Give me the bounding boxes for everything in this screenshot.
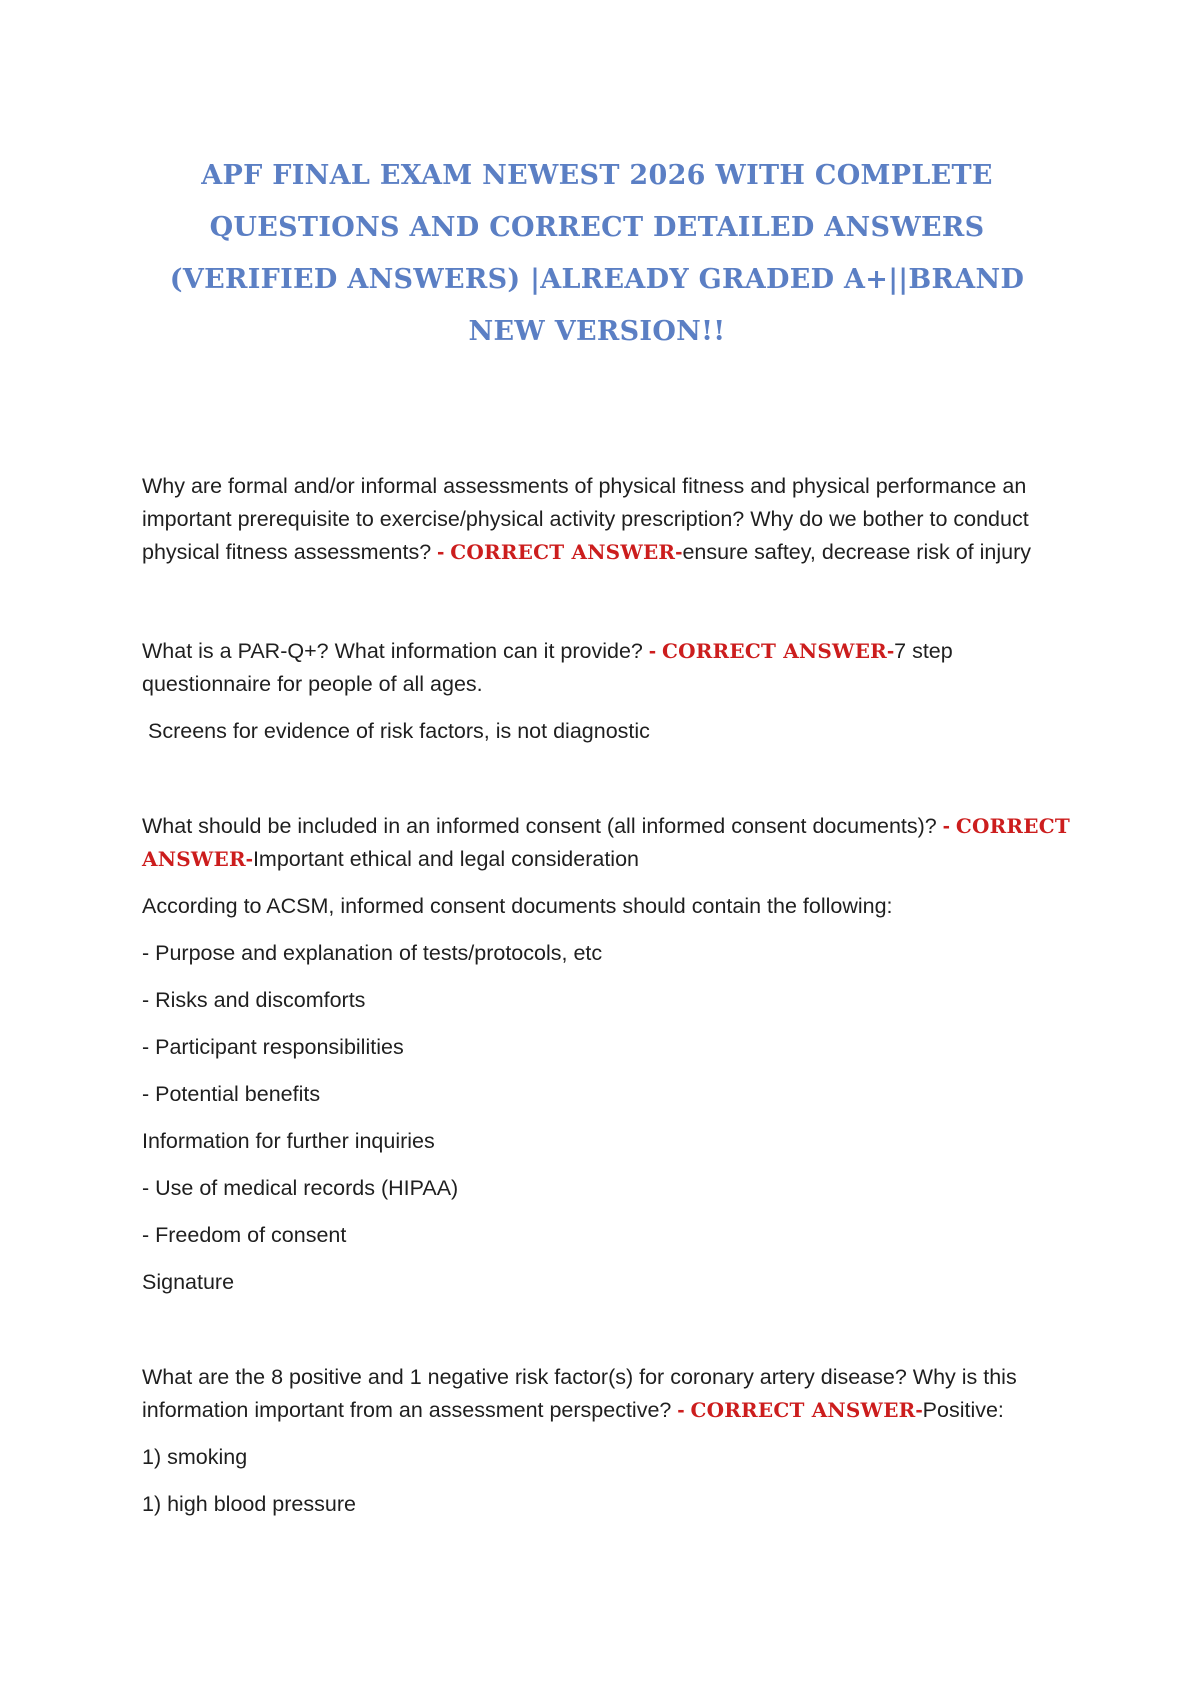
separator: - [675,540,683,564]
separator: - [245,847,253,871]
answer-line: - Risks and discomforts [142,988,366,1012]
answer-line: - Purpose and explanation of tests/protocols, etc [142,941,603,965]
answer-line: Information for further inquiries [142,1129,435,1153]
separator: - [942,814,956,838]
correct-answer-label: CORRECT ANSWER [450,540,676,564]
qa-item [142,1361,1080,1521]
answer-line: - Use of medical records (HIPAA) [142,1176,459,1200]
separator: - [437,540,451,564]
question-text: Why are formal and/or informal assessments of physical fitness and physical performance an important prerequisite to exercise/physical activity prescription? Why do we bother to conduct physical fitness assessments? - CORRECT ANSWER-ensure saftey, decrease risk of injury [142,474,1031,564]
answer-line: Signature [142,1270,235,1294]
qa-item [142,810,1080,1299]
answer-line: Screens for evidence of risk factors, is not diagnostic [148,719,650,743]
separator: - [915,1398,923,1422]
answer-line: According to ACSM, informed consent documents should contain the following: [142,894,893,918]
qa-item [142,470,1080,569]
answer-text: 7 step questionnaire for people of all ages. [142,639,953,696]
answer-line: - Freedom of consent [142,1223,347,1247]
correct-answer-label: CORRECT ANSWER [690,1398,916,1422]
answer-text: Positive: [922,1398,1004,1422]
question-text: What is a PAR-Q+? What information can it provide? - CORRECT ANSWER-7 step questionnaire for people of all ages. [142,639,953,696]
qa-list [142,470,1080,1521]
separator: - [677,1398,691,1422]
answer-text: Important ethical and legal consideration [252,847,639,871]
question-text: What should be included in an informed consent (all informed consent documents)? - CORRECT ANSWER-Important ethical and legal consideration [142,814,1070,871]
answer-line: - Potential benefits [142,1082,321,1106]
answer-line: 1) smoking [142,1445,248,1469]
answer-line: 1) high blood pressure [142,1492,356,1516]
question-text: What are the 8 positive and 1 negative risk factor(s) for coronary artery disease? Why is this information important from an assessment perspective? - CORRECT ANSWER-Positive: [142,1365,1017,1422]
correct-answer-label: CORRECT ANSWER [662,639,887,663]
separator: - [886,639,895,663]
document-title: APF FINAL EXAM NEWEST 2026 WITH COMPLETE QUESTIONS AND CORRECT DETAILED ANSWERS (VERIFIED ANSWERS) |ALREADY GRADED A+||BRAND NEW VERSION!! [169,160,1025,347]
answer-line: - Participant responsibilities [142,1035,404,1059]
correct-answer-label: CORRECT ANSWER [142,814,1070,871]
qa-item [142,635,1080,748]
answer-text: ensure saftey, decrease risk of injury [682,540,1031,564]
separator: - [648,639,662,663]
